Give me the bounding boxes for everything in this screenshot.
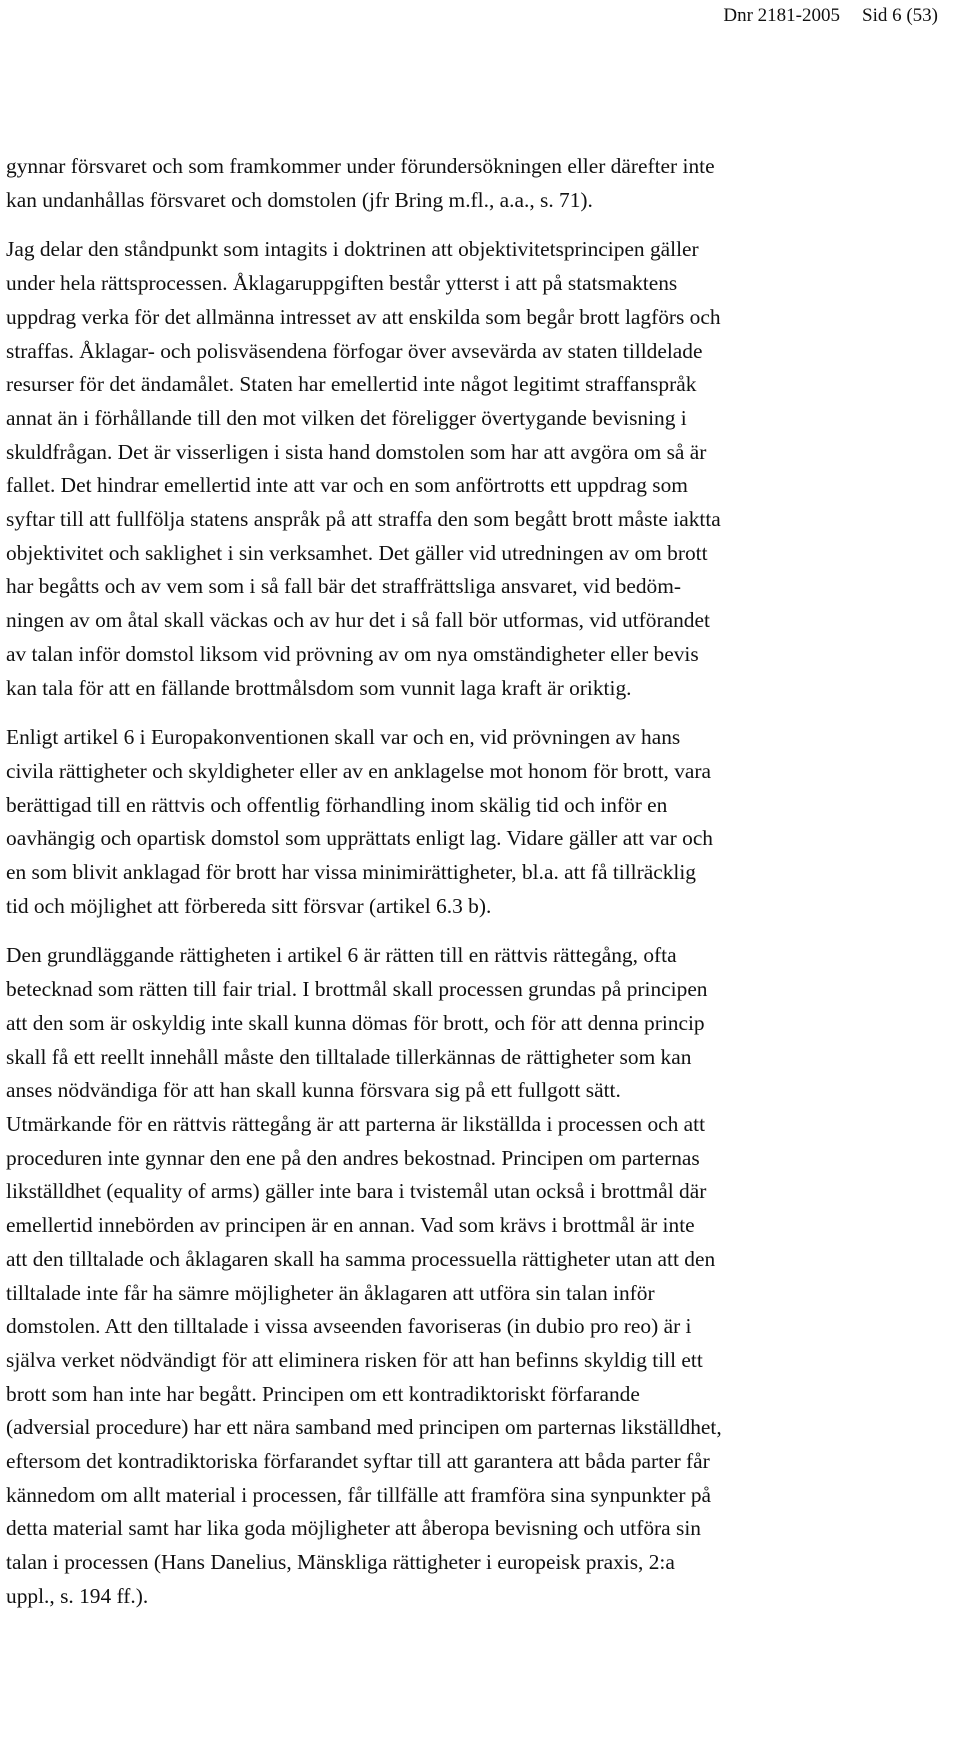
text-line: objektivitet och saklighet i sin verksamhet. Det gäller vid utredningen av om brott (6, 540, 708, 565)
text-line: resurser för det ändamålet. Staten har emellertid inte något legitimt straffanspråk (6, 372, 697, 397)
text-line: gynnar försvaret och som framkommer under förundersökningen eller därefter inte (6, 154, 715, 178)
text-line: brott som han inte har begått. Principen om ett kontradiktoriskt förfarande (6, 1381, 640, 1406)
text-line: betecknad som rätten till fair trial. I brottmål skall processen grundas på principen (6, 977, 708, 1002)
text-line: kan tala för att en fällande brottmålsdom som vunnit laga kraft är oriktig. (6, 675, 632, 700)
text-line: fallet. Det hindrar emellertid inte att var och en som anförtrotts ett uppdrag som (6, 473, 688, 498)
text-line: (adversial procedure) har ett nära samband med principen om parternas likställdhet, (6, 1415, 722, 1440)
text-line: Enligt artikel 6 i Europakonventionen skall var och en, vid prövningen av hans (6, 725, 681, 750)
page-number: Sid 6 (53) (862, 5, 938, 26)
text-line: domstolen. Att den tilltalade i vissa avseenden favoriseras (in dubio pro reo) är i (6, 1314, 692, 1339)
text-line: under hela rättsprocessen. Åklagaruppgiften består ytterst i att på statsmaktens (6, 271, 678, 296)
page-header (723, 4, 938, 28)
paragraph (6, 721, 950, 923)
text-line: eftersom det kontradiktoriska förfarandet syftar till att garantera att båda parter får (6, 1449, 710, 1474)
paragraph (6, 939, 950, 1613)
text-line: civila rättigheter och skyldigheter eller av en anklagelse mot honom för brott, vara (6, 758, 712, 783)
text-line: talan i processen (Hans Danelius, Mänskliga rättigheter i europeisk praxis, 2:a (6, 1550, 675, 1575)
text-line: en som blivit anklagad för brott har vissa minimirättigheter, bl.a. att få tillräcklig (6, 860, 696, 885)
text-line: kännedom om allt material i processen, får tillfälle att framföra sina synpunkter på (6, 1482, 712, 1507)
text-line: detta material samt har lika goda möjligheter att åberopa bevisning och utföra sin (6, 1516, 701, 1541)
text-line: ningen av om åtal skall väckas och av hur det i så fall bör utformas, vid utförandet (6, 608, 710, 633)
text-line: tilltalade inte får ha sämre möjligheter än åklagaren att utföra sin talan inför (6, 1280, 655, 1305)
text-line: uppdrag verka för det allmänna intresset av att enskilda som begår brott lagförs och (6, 304, 721, 329)
text-line: syftar till att fullfölja statens anspråk på att straffa den som begått brott måste iaktta (6, 507, 721, 532)
text-line: anses nödvändiga för att han skall kunna försvara sig på ett fullgott sätt. (6, 1078, 621, 1103)
text-line: straffas. Åklagar- och polisväsendena förfogar över avsevärda av staten tilldelade (6, 338, 703, 363)
text-line: av talan inför domstol liksom vid prövning av om nya omständigheter eller bevis (6, 641, 699, 666)
text-line: själva verket nödvändigt för att eliminera risken för att han befinns skyldig till ett (6, 1347, 703, 1372)
text-line: har begåtts och av vem som i så fall bär det straffrättsliga ansvaret, vid bedöm- (6, 574, 681, 599)
text-line: att den tilltalade och åklagaren skall ha samma processuella rättigheter utan att den (6, 1246, 716, 1271)
text-line: uppl., s. 194 ff.). (6, 1583, 149, 1608)
text-line: Den grundläggande rättigheten i artikel 6 är rätten till en rättvis rättegång, ofta (6, 943, 677, 968)
paragraph (6, 233, 950, 705)
document-number: Dnr 2181-2005 (723, 5, 840, 26)
text-line: berättigad till en rättvis och offentlig förhandling inom skälig tid och inför en (6, 792, 668, 817)
text-line: att den som är oskyldig inte skall kunna dömas för brott, och för att denna princip (6, 1010, 705, 1035)
text-line: Utmärkande för en rättvis rättegång är att parterna är likställda i processen och att (6, 1111, 706, 1136)
text-line: skall få ett reellt innehåll måste den tilltalade tillerkännas de rättigheter som kan (6, 1044, 692, 1069)
text-line: Jag delar den ståndpunkt som intagits i doktrinen att objektivitetsprincipen gäller (6, 237, 699, 262)
text-line: emellertid innebörden av principen är en annan. Vad som krävs i brottmål är inte (6, 1213, 695, 1238)
document-body (6, 150, 950, 1614)
paragraph (6, 150, 950, 217)
text-line: likställdhet (equality of arms) gäller inte bara i tvistemål utan också i brottmål där (6, 1179, 707, 1204)
text-line: skuldfrågan. Det är visserligen i sista hand domstolen som har att avgöra om så är (6, 439, 707, 464)
text-line: kan undanhållas försvaret och domstolen (jfr Bring m.fl., a.a., s. 71). (6, 187, 593, 212)
text-line: oavhängig och opartisk domstol som upprättats enligt lag. Vidare gäller att var och (6, 826, 714, 851)
text-line: tid och möjlighet att förbereda sitt försvar (artikel 6.3 b). (6, 893, 492, 918)
text-line: annat än i förhållande till den mot vilken det föreligger övertygande bevisning i (6, 405, 687, 430)
text-line: proceduren inte gynnar den ene på den andres bekostnad. Principen om parternas (6, 1145, 700, 1170)
